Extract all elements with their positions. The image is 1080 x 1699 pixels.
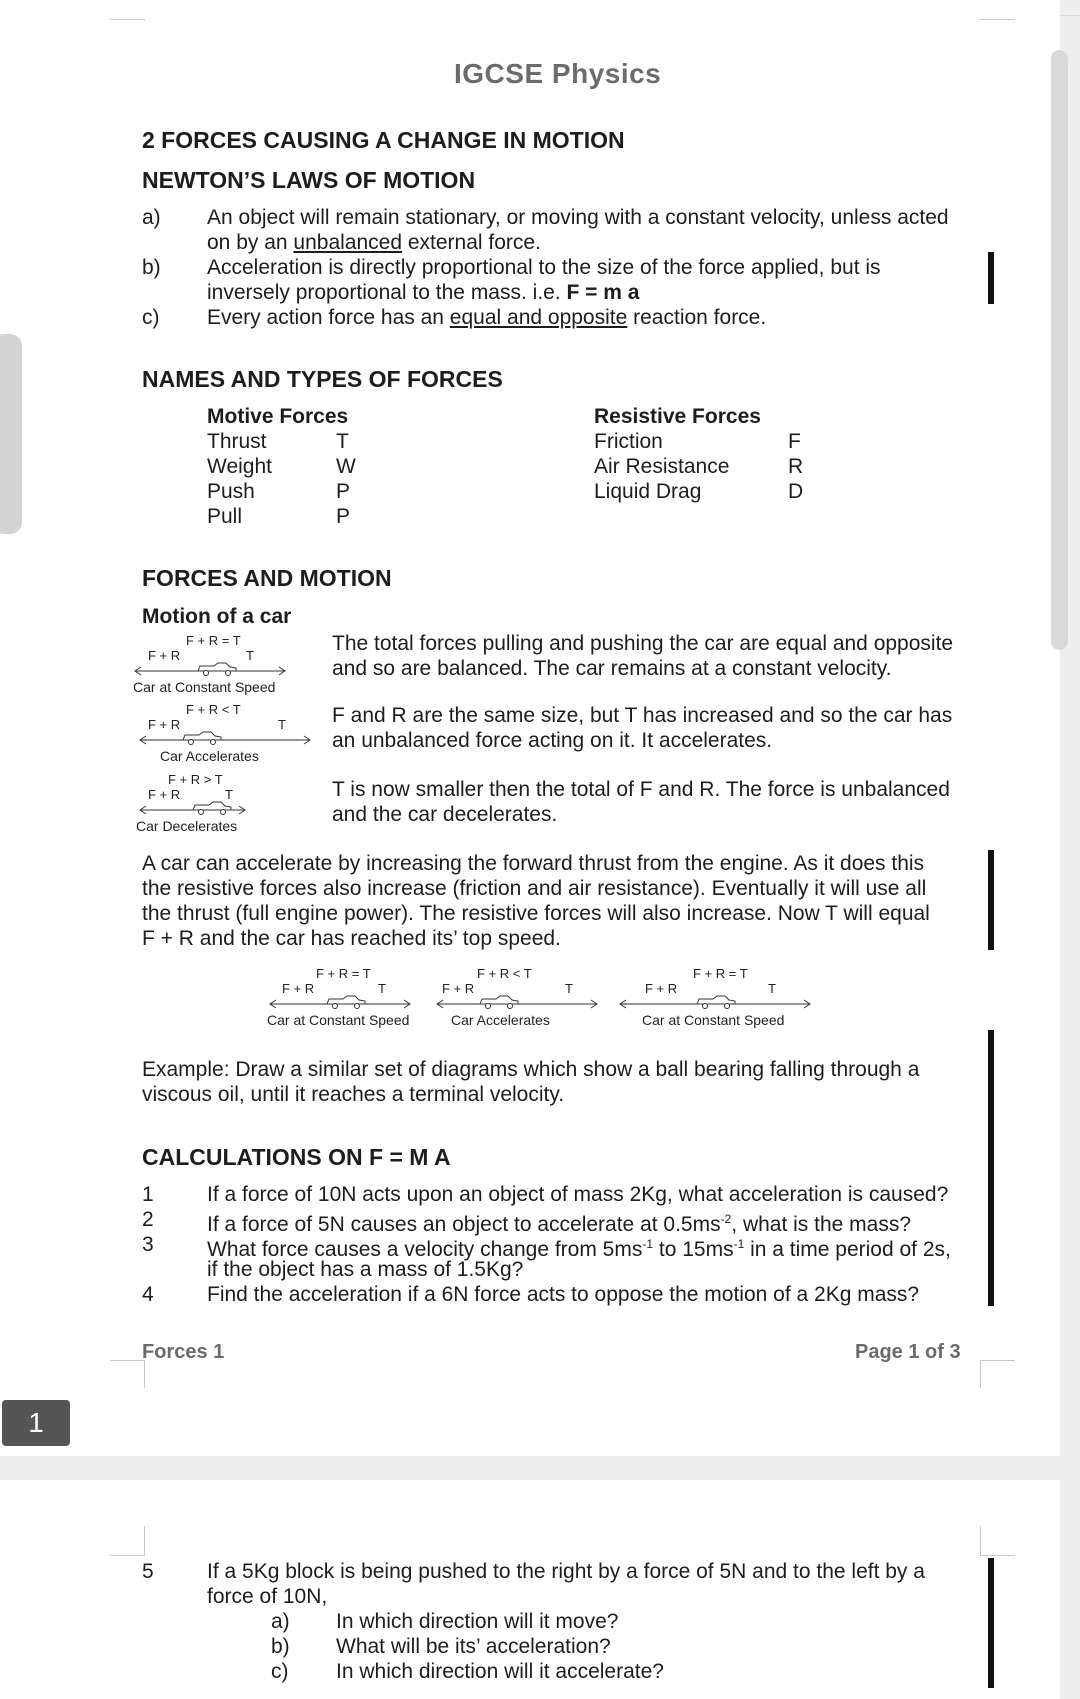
formula: F = m a bbox=[566, 281, 640, 304]
underlined-term: equal and opposite bbox=[449, 306, 628, 329]
motion-of-a-car-heading: Motion of a car bbox=[142, 605, 292, 628]
change-bar bbox=[988, 1558, 994, 1688]
resistive-symbol: R bbox=[788, 455, 804, 478]
section-heading-names: NAMES AND TYPES OF FORCES bbox=[142, 366, 503, 392]
crop-mark bbox=[980, 0, 1015, 20]
superscript: -1 bbox=[642, 1237, 654, 1251]
case-text-line: The total forces pulling and pushing the car are equal and opposite bbox=[332, 632, 954, 655]
motive-name: Push bbox=[207, 480, 255, 503]
text: , what is the mass? bbox=[731, 1213, 912, 1236]
thrust-label: T bbox=[278, 717, 286, 732]
sub-question-text: In which direction will it move? bbox=[336, 1610, 619, 1633]
motive-name: Thrust bbox=[207, 430, 267, 453]
document-page-2 bbox=[0, 1480, 1060, 1699]
section-heading-calculations: CALCULATIONS ON F = M A bbox=[142, 1144, 451, 1170]
section-heading-motion: FORCES AND MOTION bbox=[142, 565, 392, 591]
question-text: If a 5Kg block is being pushed to the right by a force of 5N and to the left by a bbox=[207, 1560, 925, 1583]
paragraph-line: the thrust (full engine power). The resistive forces will also increase. Now T will equal bbox=[142, 902, 930, 925]
law-a-line2 bbox=[207, 230, 541, 255]
crop-mark bbox=[110, 1360, 145, 1388]
page-number-badge: 1 bbox=[2, 1400, 70, 1446]
superscript: -2 bbox=[720, 1212, 732, 1226]
example-line: viscous oil, until it reaches a terminal velocity. bbox=[142, 1083, 565, 1106]
motive-symbol: T bbox=[336, 430, 349, 453]
question-text-continued: if the object has a mass of 1.5Kg? bbox=[207, 1258, 524, 1281]
example-line: Example: Draw a similar set of diagrams which show a ball bearing falling through a bbox=[142, 1058, 920, 1081]
question-number: 4 bbox=[142, 1283, 154, 1306]
force-arrow-diagram bbox=[615, 994, 815, 1010]
subheading-newtons-laws: NEWTON’S LAWS OF MOTION bbox=[142, 167, 476, 193]
text: If a force of 5N causes an object to accelerate at 0.5ms bbox=[207, 1213, 721, 1236]
text: inversely proportional to the mass. i.e. bbox=[207, 281, 567, 304]
sub-question-letter: c) bbox=[271, 1660, 289, 1683]
sub-question-text: In which direction will it accelerate? bbox=[336, 1660, 664, 1683]
crop-mark bbox=[980, 1526, 1015, 1556]
force-arrow-diagram bbox=[135, 800, 250, 816]
motive-symbol: P bbox=[336, 480, 351, 503]
paragraph-line: F + R and the car has reached its’ top speed. bbox=[142, 927, 561, 950]
motive-forces-heading: Motive Forces bbox=[207, 405, 349, 428]
case-text-line: F and R are the same size, but T has increased and so the car has bbox=[332, 704, 953, 727]
resistive-label: F + R bbox=[442, 981, 475, 996]
crop-mark bbox=[980, 1360, 1015, 1388]
footer-page-number: Page 1 of 3 bbox=[855, 1341, 961, 1363]
motive-symbol: P bbox=[336, 505, 351, 528]
law-c-line1 bbox=[207, 305, 766, 330]
case-text-line: T is now smaller then the total of F and R. The force is unbalanced bbox=[332, 778, 950, 801]
resistive-label: F + R bbox=[148, 787, 181, 802]
page-title: IGCSE Physics bbox=[454, 58, 662, 89]
thrust-label: T bbox=[225, 787, 233, 802]
question-text: If a force of 10N acts upon an object of mass 2Kg, what acceleration is caused? bbox=[207, 1183, 949, 1206]
text: What force causes a velocity change from 5ms bbox=[207, 1238, 643, 1261]
text: on by an bbox=[207, 231, 294, 254]
force-relation: F + R = T bbox=[316, 966, 371, 981]
question-text: Find the acceleration if a 6N force acts to oppose the motion of a 2Kg mass? bbox=[207, 1283, 920, 1306]
change-bar bbox=[988, 252, 994, 304]
case-text-line: an unbalanced force acting on it. It accelerates. bbox=[332, 729, 773, 752]
law-b-line1: Acceleration is directly proportional to the size of the force applied, but is bbox=[207, 256, 881, 279]
sequence-diagram-constant bbox=[265, 966, 415, 1028]
resistive-label: F + R bbox=[282, 981, 315, 996]
resistive-symbol: D bbox=[788, 480, 804, 503]
force-arrow-diagram bbox=[135, 730, 315, 746]
force-arrow-diagram bbox=[265, 994, 415, 1010]
question-number: 5 bbox=[142, 1560, 154, 1583]
question-number: 3 bbox=[142, 1233, 154, 1256]
law-letter-c: c) bbox=[142, 306, 160, 329]
resistive-label: F + R bbox=[148, 717, 181, 732]
crop-mark bbox=[110, 1526, 145, 1556]
force-relation: F + R < T bbox=[477, 966, 532, 981]
text: Every action force has an bbox=[207, 306, 450, 329]
car-diagram-constant bbox=[130, 633, 300, 695]
diagram-caption: Car Decelerates bbox=[136, 818, 238, 834]
side-panel-handle[interactable] bbox=[0, 334, 22, 534]
diagram-caption: Car at Constant Speed bbox=[642, 1012, 785, 1028]
resistive-name: Friction bbox=[594, 430, 663, 453]
motive-symbol: W bbox=[336, 455, 356, 478]
law-b-line2 bbox=[207, 280, 639, 305]
law-a-line1: An object will remain stationary, or moving with a constant velocity, unless acted bbox=[207, 206, 949, 229]
resistive-symbol: F bbox=[788, 430, 801, 453]
motive-name: Weight bbox=[207, 455, 272, 478]
vertical-scrollbar[interactable] bbox=[1051, 50, 1068, 650]
text: reaction force. bbox=[627, 306, 767, 329]
law-letter-b: b) bbox=[142, 256, 161, 279]
text: external force. bbox=[402, 231, 541, 254]
sub-question-letter: a) bbox=[271, 1610, 290, 1633]
thrust-label: T bbox=[768, 981, 776, 996]
car-diagram-accelerates bbox=[135, 702, 325, 764]
thrust-label: T bbox=[246, 648, 254, 663]
law-letter-a: a) bbox=[142, 206, 161, 229]
question-number: 1 bbox=[142, 1183, 154, 1206]
diagram-caption: Car at Constant Speed bbox=[133, 679, 276, 695]
paragraph-line: A car can accelerate by increasing the forward thrust from the engine. As it does this bbox=[142, 852, 925, 875]
question-text-continued: force of 10N, bbox=[207, 1585, 328, 1608]
force-relation: F + R > T bbox=[168, 772, 223, 787]
question-number: 2 bbox=[142, 1208, 154, 1231]
section-heading-forces: 2 FORCES CAUSING A CHANGE IN MOTION bbox=[142, 127, 625, 153]
change-bar bbox=[988, 1030, 994, 1306]
text: to 15ms bbox=[653, 1238, 734, 1261]
sub-question-letter: b) bbox=[271, 1635, 290, 1658]
sequence-diagram-constant-2 bbox=[615, 966, 815, 1028]
diagram-caption: Car Accelerates bbox=[451, 1012, 550, 1028]
paragraph-line: the resistive forces also increase (friction and air resistance). Eventually it will use all bbox=[142, 877, 927, 900]
footer-left: Forces 1 bbox=[142, 1341, 225, 1363]
resistive-forces-heading: Resistive Forces bbox=[594, 405, 761, 428]
car-diagram-decelerates bbox=[135, 772, 265, 834]
resistive-name: Air Resistance bbox=[594, 455, 730, 478]
force-arrow-diagram bbox=[130, 661, 290, 677]
force-relation: F + R = T bbox=[186, 633, 241, 648]
thrust-label: T bbox=[378, 981, 386, 996]
underlined-term: unbalanced bbox=[293, 231, 403, 254]
case-text-line: and so are balanced. The car remains at a constant velocity. bbox=[332, 657, 892, 680]
sequence-diagram-accelerates bbox=[432, 966, 602, 1028]
change-bar bbox=[988, 850, 994, 950]
text: in a time period of 2s, bbox=[744, 1238, 951, 1261]
superscript: -1 bbox=[733, 1237, 745, 1251]
crop-mark bbox=[110, 0, 145, 20]
force-relation: F + R < T bbox=[186, 702, 241, 717]
thrust-label: T bbox=[565, 981, 573, 996]
force-relation: F + R = T bbox=[693, 966, 748, 981]
resistive-name: Liquid Drag bbox=[594, 480, 702, 503]
diagram-caption: Car Accelerates bbox=[160, 748, 259, 764]
resistive-label: F + R bbox=[148, 648, 181, 663]
diagram-caption: Car at Constant Speed bbox=[267, 1012, 410, 1028]
motive-name: Pull bbox=[207, 505, 243, 528]
resistive-label: F + R bbox=[645, 981, 678, 996]
force-arrow-diagram bbox=[432, 994, 602, 1010]
sub-question-text: What will be its’ acceleration? bbox=[336, 1635, 611, 1658]
case-text-line: and the car decelerates. bbox=[332, 803, 558, 826]
